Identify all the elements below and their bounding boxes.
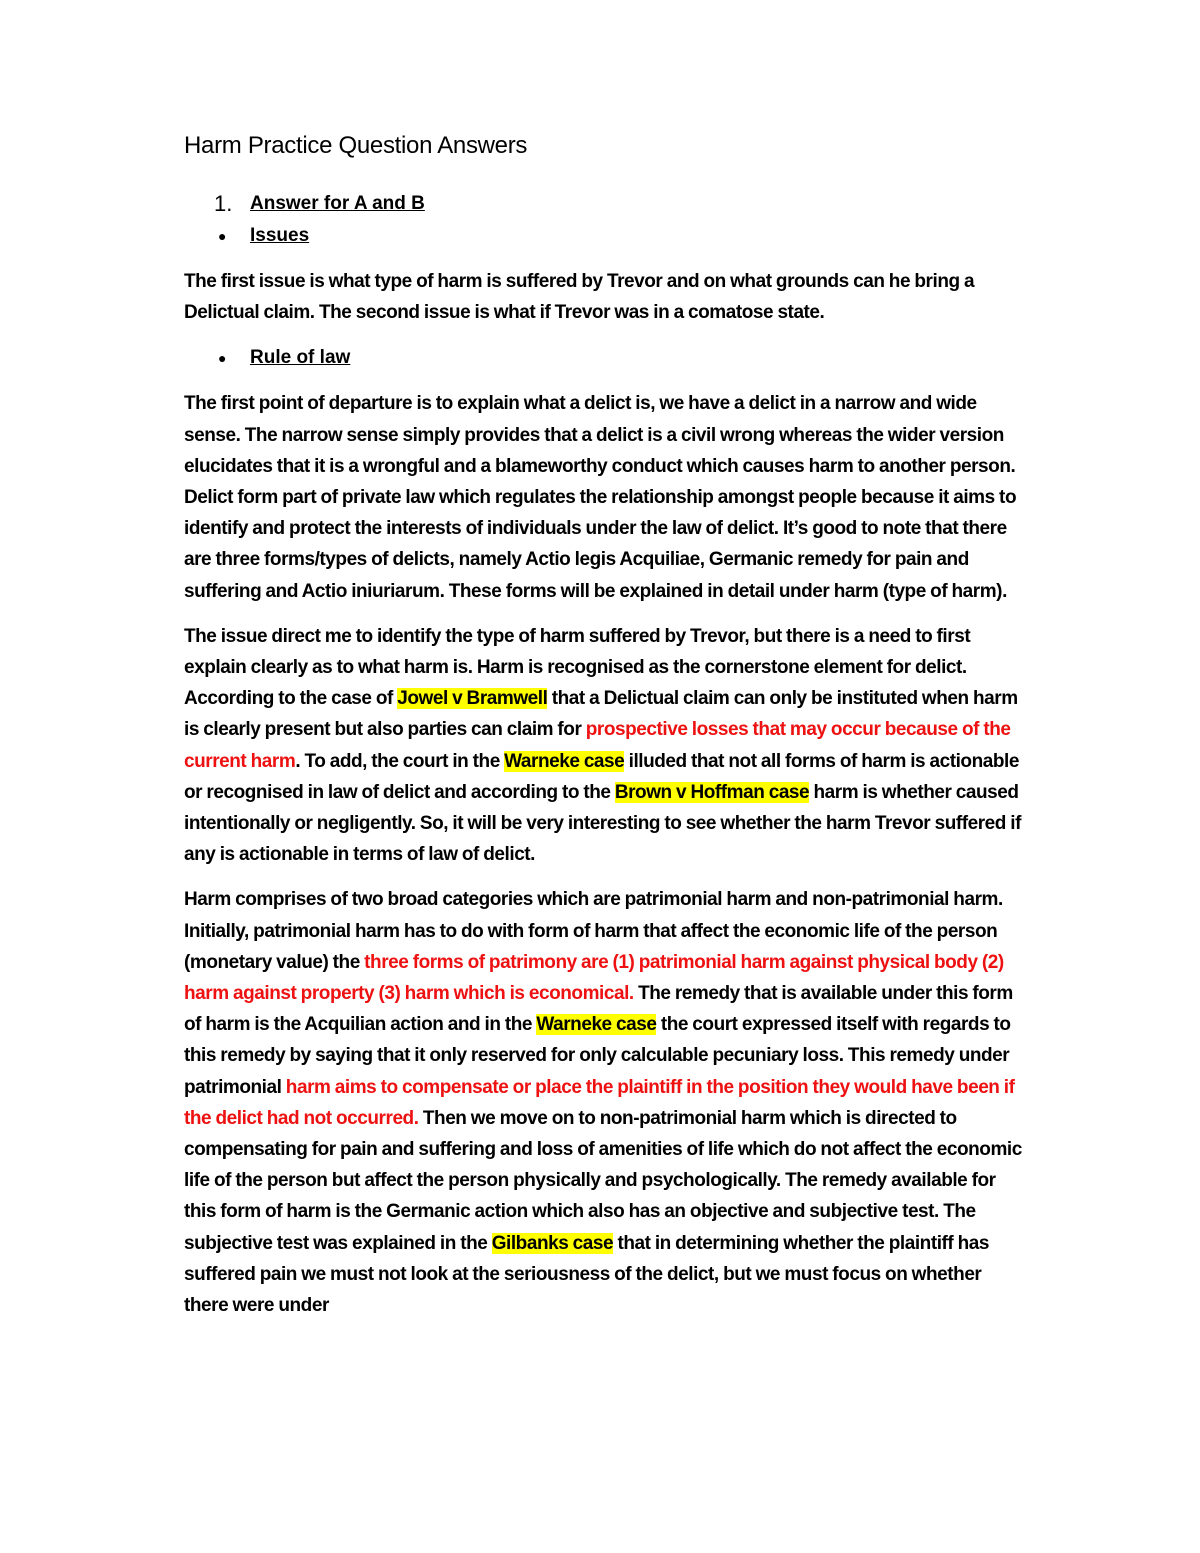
- heading-list: [184, 188, 1024, 252]
- numbered-item: [184, 188, 1024, 220]
- case-jowel-v-bramwell: Jowel v Bramwell: [397, 688, 548, 710]
- rule-paragraph: The first point of departure is to explain what a delict is, we have a delict in a narrow and wide sense. The narrow sense simply provides that a delict is a civil wrong whereas the wider version elucidates that it is a wrongful and a blameworthy conduct which causes harm to another person. Delict form part of private law which regulates the relationship amongst people because it aims to identify and protect the interests of individuals under the law of delict. It’s good to note that there are three forms/types of delicts, namely Actio legis Acquiliae, Germanic remedy for pain and suffering and Actio iniuriarum. These forms will be explained in detail under harm (type of harm).: [184, 393, 1017, 602]
- harm-text-2: that a Delictual claim can only be instituted when harm is clearly present but also parties can claim for: [184, 688, 1018, 741]
- harm-text-3: . To add, the court in the: [295, 750, 505, 772]
- issues-paragraph: The first issue is what type of harm is suffered by Trevor and on what grounds can he bring a Delictual claim. The second issue is what if Trevor was in a comatose state.: [184, 271, 975, 324]
- answer-heading: Answer for A and B: [250, 193, 425, 214]
- case-gilbanks: Gilbanks case: [491, 1232, 614, 1254]
- categories-text-5: that in determining whether the plaintiff has suffered pain we must not look at the seriousness of the delict, but we must focus on whether there were under: [184, 1232, 990, 1317]
- case-brown-v-hoffman: Brown v Hoffman case: [614, 781, 810, 803]
- categories-text-2: The remedy that is available under this form of harm is the Acquilian action and in the: [184, 983, 1013, 1036]
- rule-of-law-heading: Rule of law: [250, 347, 351, 369]
- harm-text-1: The issue direct me to identify the type of harm suffered by Trevor, but there is a need to first explain clearly as to what harm is. Harm is recognised as the cornerstone element for delict. According to the case of: [184, 625, 971, 710]
- case-warneke: Warneke case: [504, 750, 625, 772]
- bullet-item-rule: [184, 342, 1024, 374]
- issues-heading: Issues: [250, 225, 310, 246]
- list-number: 1.: [214, 191, 233, 216]
- bullet-item-issues: [184, 220, 1024, 252]
- document-page: [184, 130, 1024, 1335]
- categories-text-3: the court expressed itself with regards to this remedy by saying that it only reserved for only calculable pecuniary loss. This remedy under patrimonial: [184, 1014, 1011, 1098]
- harm-text-5: harm is whether caused intentionally or negligently. So, it will be very interesting to see whether the harm Trevor suffered if any is actionable in terms of law of delict.: [184, 781, 1021, 866]
- categories-text-1: Harm comprises of two broad categories which are patrimonial harm and non-patrimonial harm. Initially, patrimonial harm has to do with form of harm that affect the economic life of the person (monetary value) the: [184, 889, 1003, 973]
- bullet-icon: ●: [218, 228, 227, 244]
- rule-heading-list: [184, 342, 1024, 374]
- emphasis-forms-of-patrimony: three forms of patrimony are (1) patrimonial harm against physical body (2) harm against property (3) harm which is economical.: [184, 951, 1004, 1005]
- emphasis-prospective-losses: prospective losses that may occur because of the current harm: [184, 719, 1011, 772]
- document-title: Harm Practice Question Answers: [184, 132, 528, 159]
- categories-paragraph: [184, 884, 1024, 1321]
- harm-paragraph: [184, 621, 1024, 871]
- bullet-icon: ●: [218, 350, 227, 367]
- harm-text-4: illuded that not all forms of harm is actionable or recognised in law of delict and according to the: [184, 750, 1019, 803]
- emphasis-remedy-aim: harm aims to compensate or place the plaintiff in the position they would have been if the delict had not occurred.: [184, 1076, 1015, 1129]
- case-warneke-2: Warneke case: [536, 1014, 657, 1036]
- categories-text-4: Then we move on to non-patrimonial harm which is directed to compensating for pain and suffering and loss of amenities of life which do not affect the economic life of the person but affect the person physically and psychologically. The remedy available for this form of harm is the Germanic action which also has an objective and subjective test. The subjective test was explained in the: [184, 1107, 1022, 1254]
